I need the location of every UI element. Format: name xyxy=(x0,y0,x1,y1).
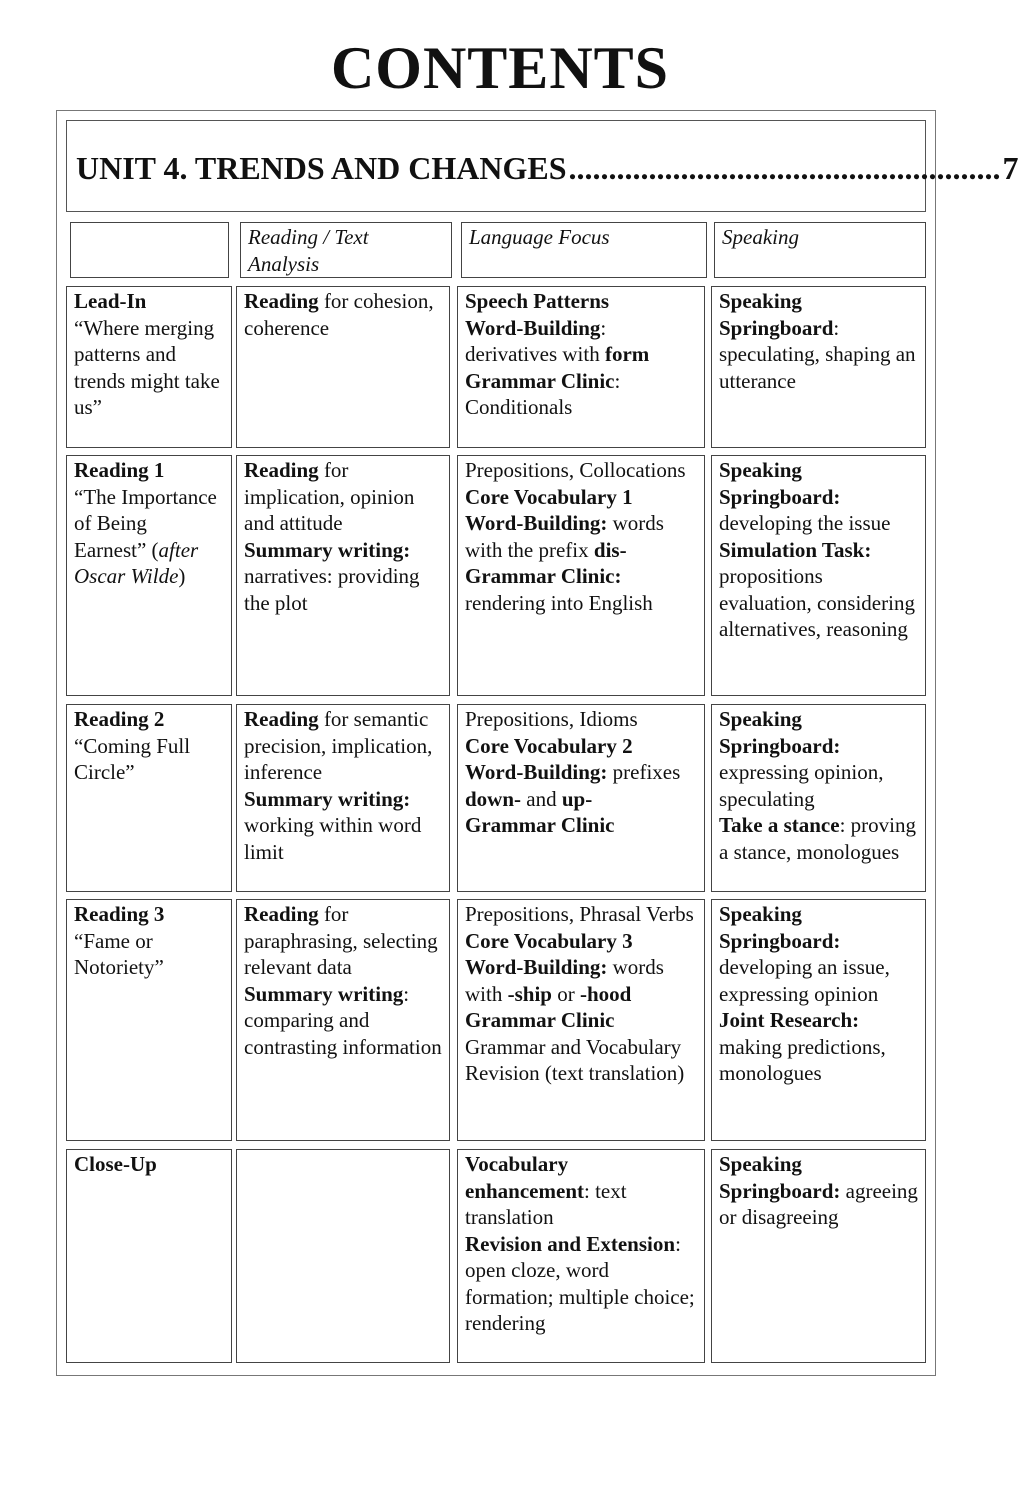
language-item: Word-Building: words with -ship or -hood xyxy=(465,955,664,1006)
reading-item: Summary writing: narratives: providing the plot xyxy=(244,537,420,615)
reading-item: Reading for paraphrasing, selecting relevant data xyxy=(244,902,438,979)
row-2-language-cell xyxy=(457,455,705,696)
section-name: Reading 1 xyxy=(74,458,165,482)
language-item: Core Vocabulary 3 xyxy=(465,928,633,953)
section-name: Close-Up xyxy=(74,1152,157,1176)
reading-item: Reading for semantic precision, implication, inference xyxy=(244,707,433,784)
speaking-item: Simulation Task: propositions evaluation, considering alternatives, reasoning xyxy=(719,537,915,641)
section-name: Reading 3 xyxy=(74,902,165,926)
language-item: Prepositions, Phrasal Verbs xyxy=(465,902,694,926)
page-title: CONTENTS xyxy=(330,35,670,101)
header-speaking: Speaking xyxy=(714,222,926,278)
speaking-item: Speaking Springboard: developing the issue xyxy=(719,458,891,535)
row-5-language-cell xyxy=(457,1149,705,1363)
language-item: Prepositions, Idioms xyxy=(465,707,638,731)
unit-title: UNIT 4. TRENDS AND CHANGES xyxy=(76,150,567,186)
row-3-language-cell xyxy=(457,704,705,892)
language-item: Grammar and Vocabulary Revision (text translation) xyxy=(465,1034,685,1085)
language-item: Word-Building: words with the prefix dis- xyxy=(465,511,664,562)
reading-item: Reading for implication, opinion and attitude xyxy=(244,458,415,535)
section-description: “Fame or Notoriety” xyxy=(74,928,164,979)
language-item: Word-Building: derivatives with form xyxy=(465,315,650,366)
header-empty-cell xyxy=(70,222,229,278)
section-description: “Where merging patterns and trends might take us” xyxy=(74,315,220,419)
section-name: Reading 2 xyxy=(74,707,165,731)
section-description: “Coming Full Circle” xyxy=(74,733,191,784)
header-reading: Reading / Text Analysis xyxy=(240,222,452,278)
header-language-focus: Language Focus xyxy=(461,222,707,278)
row-3-speaking-cell xyxy=(711,704,926,892)
row-4-section-cell xyxy=(66,899,232,1141)
language-item: Grammar Clinic xyxy=(465,813,615,837)
row-1-reading-cell xyxy=(236,286,450,448)
reading-item: Reading for cohesion, coherence xyxy=(244,289,434,340)
language-item: Revision and Extension: open cloze, word formation; multiple choice; rendering xyxy=(465,1231,695,1335)
row-5-reading-cell xyxy=(236,1149,450,1363)
reading-item: Summary writing: comparing and contrasting information xyxy=(244,981,442,1059)
language-item: Prepositions, Collocations xyxy=(465,458,686,482)
unit-page-number: 7 xyxy=(1002,150,1018,186)
row-4-speaking-cell xyxy=(711,899,926,1141)
row-5-speaking-cell xyxy=(711,1149,926,1363)
speaking-item: Speaking Springboard: agreeing or disagreeing xyxy=(719,1152,918,1229)
row-1-section-cell xyxy=(66,286,232,448)
language-item: Speech Patterns xyxy=(465,289,610,313)
row-3-reading-cell xyxy=(236,704,450,892)
language-item: Grammar Clinic: rendering into English xyxy=(465,564,653,615)
language-item: Word-Building: prefixes down- and up- xyxy=(465,760,681,811)
row-4-reading-cell xyxy=(236,899,450,1141)
language-item: Core Vocabulary 2 xyxy=(465,733,633,758)
row-4-language-cell xyxy=(457,899,705,1141)
row-1-language-cell xyxy=(457,286,705,448)
leader-dots: ...................................................... xyxy=(568,150,1001,186)
section-name: Lead-In xyxy=(74,289,147,313)
row-2-section-cell xyxy=(66,455,232,696)
section-description: “The Importance of Being Earnest” (after Oscar Wilde) xyxy=(74,484,217,588)
language-item: Core Vocabulary 1 xyxy=(465,484,633,509)
unit-heading[interactable] xyxy=(76,150,1018,187)
row-3-section-cell xyxy=(66,704,232,892)
speaking-item: Speaking Springboard: expressing opinion, speculating xyxy=(719,707,884,811)
language-item: Grammar Clinic xyxy=(465,1008,615,1032)
speaking-item: Take a stance: proving a stance, monologues xyxy=(719,813,916,864)
row-2-reading-cell xyxy=(236,455,450,696)
row-1-speaking-cell xyxy=(711,286,926,448)
row-2-speaking-cell xyxy=(711,455,926,696)
speaking-item: Speaking Springboard: speculating, shaping an utterance xyxy=(719,289,916,393)
reading-item: Summary writing: working within word limit xyxy=(244,786,422,864)
language-item: Grammar Clinic: Conditionals xyxy=(465,368,621,419)
speaking-item: Joint Research: making predictions, monologues xyxy=(719,1008,886,1085)
speaking-item: Speaking Springboard: developing an issue, expressing opinion xyxy=(719,902,890,1006)
language-item: Vocabulary enhancement: text translation xyxy=(465,1152,627,1229)
row-5-section-cell xyxy=(66,1149,232,1363)
